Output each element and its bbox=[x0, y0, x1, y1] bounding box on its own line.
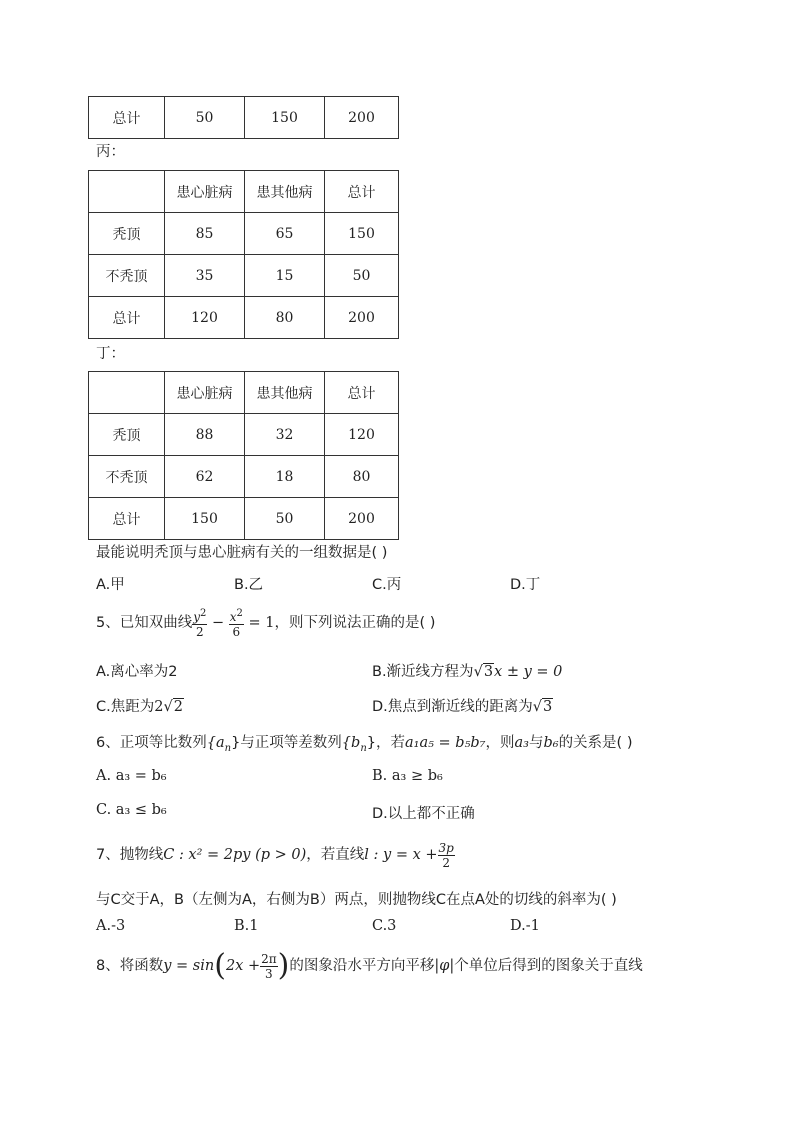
q5-var-y: y bbox=[193, 610, 201, 624]
q7-parabola: C : x² = 2py (p > 0) bbox=[163, 847, 307, 863]
table-cell: 150 bbox=[245, 97, 325, 139]
table-cell: 15 bbox=[245, 255, 325, 297]
q5-den-x: 6 bbox=[232, 625, 241, 639]
table-cell: 不秃顶 bbox=[89, 255, 165, 297]
q8-func: y = sin bbox=[163, 958, 215, 974]
label-bing: 丙： bbox=[96, 144, 125, 160]
table-cell: 88 bbox=[165, 414, 245, 456]
q5-option-c-text: C.焦距为 bbox=[96, 699, 155, 715]
table-row bbox=[89, 255, 399, 297]
q5-fraction-y: $\frac{y^2}{2}$ bbox=[193, 608, 207, 639]
q6-text-4: ，则 bbox=[485, 735, 515, 751]
q7-text-2: ，若直线 bbox=[306, 847, 365, 863]
table-row bbox=[89, 456, 399, 498]
q6-condition: a₁a₅ = b₅b₇ bbox=[405, 735, 486, 751]
q7-option-a: A.-3 bbox=[96, 918, 126, 934]
q6-text-1: 6、正项等比数列 bbox=[96, 735, 207, 751]
table-cell: 80 bbox=[245, 297, 325, 339]
q6-seq-b-sub: n bbox=[360, 742, 367, 754]
q5-fraction-x: $\frac{x^2}{6}$ bbox=[229, 608, 243, 639]
q8-phi: |φ| bbox=[434, 958, 455, 974]
table-header-row bbox=[89, 171, 399, 213]
q7-option-b: B.1 bbox=[234, 918, 259, 934]
q5-option-c-coef: 2 bbox=[154, 699, 164, 715]
table-cell: 32 bbox=[245, 414, 325, 456]
q5-option-b: B.渐近线方程为√3x ± y = 0 bbox=[372, 664, 563, 680]
q7-text-1: 7、抛物线 bbox=[96, 847, 164, 863]
q4-option-b: B.乙 bbox=[234, 577, 264, 593]
table-cell: 120 bbox=[325, 414, 399, 456]
q4-option-a: A.甲 bbox=[96, 577, 125, 593]
q7-line: l : y = x + bbox=[364, 847, 438, 863]
q6-seq-a-sub: n bbox=[224, 742, 232, 754]
q5-option-d: D.焦点到渐近线的距离为√3 bbox=[372, 699, 553, 715]
q5-option-d-radicand: 3 bbox=[543, 699, 553, 715]
table-header-cell: 患其他病 bbox=[245, 372, 325, 414]
q5-prefix: 5、已知双曲线 bbox=[96, 615, 193, 631]
q4-option-c: C.丙 bbox=[372, 577, 402, 593]
q7-line2: 与C交于A，B（左侧为A，右侧为B）两点，则抛物线C在点A处的切线的斜率为( ) bbox=[96, 892, 617, 908]
table-header-row bbox=[89, 372, 399, 414]
q6-text-5: 与 bbox=[528, 735, 544, 751]
q5-option-c: C.焦距为2√2 bbox=[96, 699, 183, 715]
table-cell: 150 bbox=[165, 498, 245, 540]
q7-option-d: D.-1 bbox=[510, 918, 540, 934]
table-cell: 秃顶 bbox=[89, 213, 165, 255]
q5-option-d-text: D.焦点到渐近线的距离为 bbox=[372, 699, 533, 715]
q8-frac-den: 3 bbox=[265, 966, 273, 981]
q8-inner: 2x + bbox=[225, 958, 261, 974]
q8-stem: 8、将函数y = sin(2x + $\frac{2\pi}{3}$ )的图象沿水平方向平移|φ|个单位后得到的图象关于直线 bbox=[96, 948, 643, 983]
table-top-continuation bbox=[88, 96, 399, 139]
table-cell: 总计 bbox=[89, 498, 165, 540]
table-cell: 200 bbox=[325, 97, 399, 139]
table-header-cell: 总计 bbox=[325, 372, 399, 414]
table-cell: 18 bbox=[245, 456, 325, 498]
q5-den-y: 2 bbox=[195, 625, 204, 639]
table-row bbox=[89, 213, 399, 255]
table-header-cell bbox=[89, 372, 165, 414]
table-cell: 120 bbox=[165, 297, 245, 339]
q6-stem bbox=[96, 731, 633, 754]
q5-option-b-radicand: 3 bbox=[483, 664, 494, 680]
table-header-cell: 患心脏病 bbox=[165, 372, 245, 414]
table-cell: 150 bbox=[325, 213, 399, 255]
table-header-cell bbox=[89, 171, 165, 213]
q7-fraction bbox=[438, 841, 455, 870]
q6-seq-b: {b bbox=[341, 735, 361, 751]
q6-seq-a: {a bbox=[206, 735, 225, 751]
q6-text-3: }，若 bbox=[366, 735, 405, 751]
table-cell: 62 bbox=[165, 456, 245, 498]
table-cell: 50 bbox=[325, 255, 399, 297]
table-cell: 35 bbox=[165, 255, 245, 297]
q6-text-6: 的关系是( ) bbox=[558, 735, 633, 751]
table-row bbox=[89, 97, 399, 139]
q7-option-c: C.3 bbox=[372, 918, 397, 934]
q7-frac-den: 2 bbox=[442, 855, 451, 870]
table-row bbox=[89, 498, 399, 540]
table-header-cell: 患心脏病 bbox=[165, 171, 245, 213]
q6-b6: b₆ bbox=[543, 735, 559, 751]
q6-option-c: C. a₃ ≤ b₆ bbox=[96, 802, 167, 818]
q8-frac-num: 2π bbox=[261, 951, 277, 966]
table-cell: 50 bbox=[245, 498, 325, 540]
q4-question: 最能说明秃顶与患心脏病有关的一组数据是( ) bbox=[96, 545, 388, 561]
q5-option-a: A.离心率为2 bbox=[96, 664, 178, 680]
q5-suffix: ，则下列说法正确的是( ) bbox=[274, 615, 436, 631]
table-cell: 总计 bbox=[89, 297, 165, 339]
table-cell: 50 bbox=[165, 97, 245, 139]
q7-stem bbox=[96, 837, 455, 873]
q6-option-b: B. a₃ ≥ b₆ bbox=[372, 768, 443, 784]
table-bing bbox=[88, 170, 399, 339]
q5-stem: 5、已知双曲线 $\frac{y^2}{2}$ − $\frac{x^2}{6}$ = 1，则下列说法正确的是( ) bbox=[96, 608, 436, 639]
table-header-cell: 患其他病 bbox=[245, 171, 325, 213]
q5-eq-tail: = 1 bbox=[243, 615, 275, 631]
table-ding bbox=[88, 371, 399, 540]
q6-text-2: }与正项等差数列 bbox=[231, 735, 342, 751]
table-cell: 65 bbox=[245, 213, 325, 255]
q8-text-1: 8、将函数 bbox=[96, 958, 164, 974]
q8-text-3: 个单位后得到的图象关于直线 bbox=[454, 958, 643, 974]
q4-option-d: D.丁 bbox=[510, 577, 541, 593]
q8-fraction bbox=[260, 952, 278, 981]
q5-option-b-text: B.渐近线方程为 bbox=[372, 664, 474, 680]
table-cell: 200 bbox=[325, 498, 399, 540]
table-row bbox=[89, 297, 399, 339]
q6-a3: a₃ bbox=[514, 735, 529, 751]
table-cell: 200 bbox=[325, 297, 399, 339]
table-cell: 总计 bbox=[89, 97, 165, 139]
q5-option-c-radicand: 2 bbox=[173, 699, 183, 715]
q5-var-x: x bbox=[229, 610, 237, 624]
q6-option-a: A. a₃ = b₆ bbox=[96, 768, 167, 784]
table-cell: 秃顶 bbox=[89, 414, 165, 456]
label-ding: 丁： bbox=[96, 346, 125, 362]
q6-option-d: D.以上都不正确 bbox=[372, 806, 475, 822]
q7-frac-num: 3p bbox=[438, 840, 454, 855]
q5-option-b-equation: x ± y = 0 bbox=[494, 664, 563, 680]
table-row bbox=[89, 414, 399, 456]
table-cell: 不秃顶 bbox=[89, 456, 165, 498]
q8-text-2: 的图象沿水平方向平移 bbox=[289, 958, 435, 974]
table-header-cell: 总计 bbox=[325, 171, 399, 213]
table-cell: 80 bbox=[325, 456, 399, 498]
table-cell: 85 bbox=[165, 213, 245, 255]
